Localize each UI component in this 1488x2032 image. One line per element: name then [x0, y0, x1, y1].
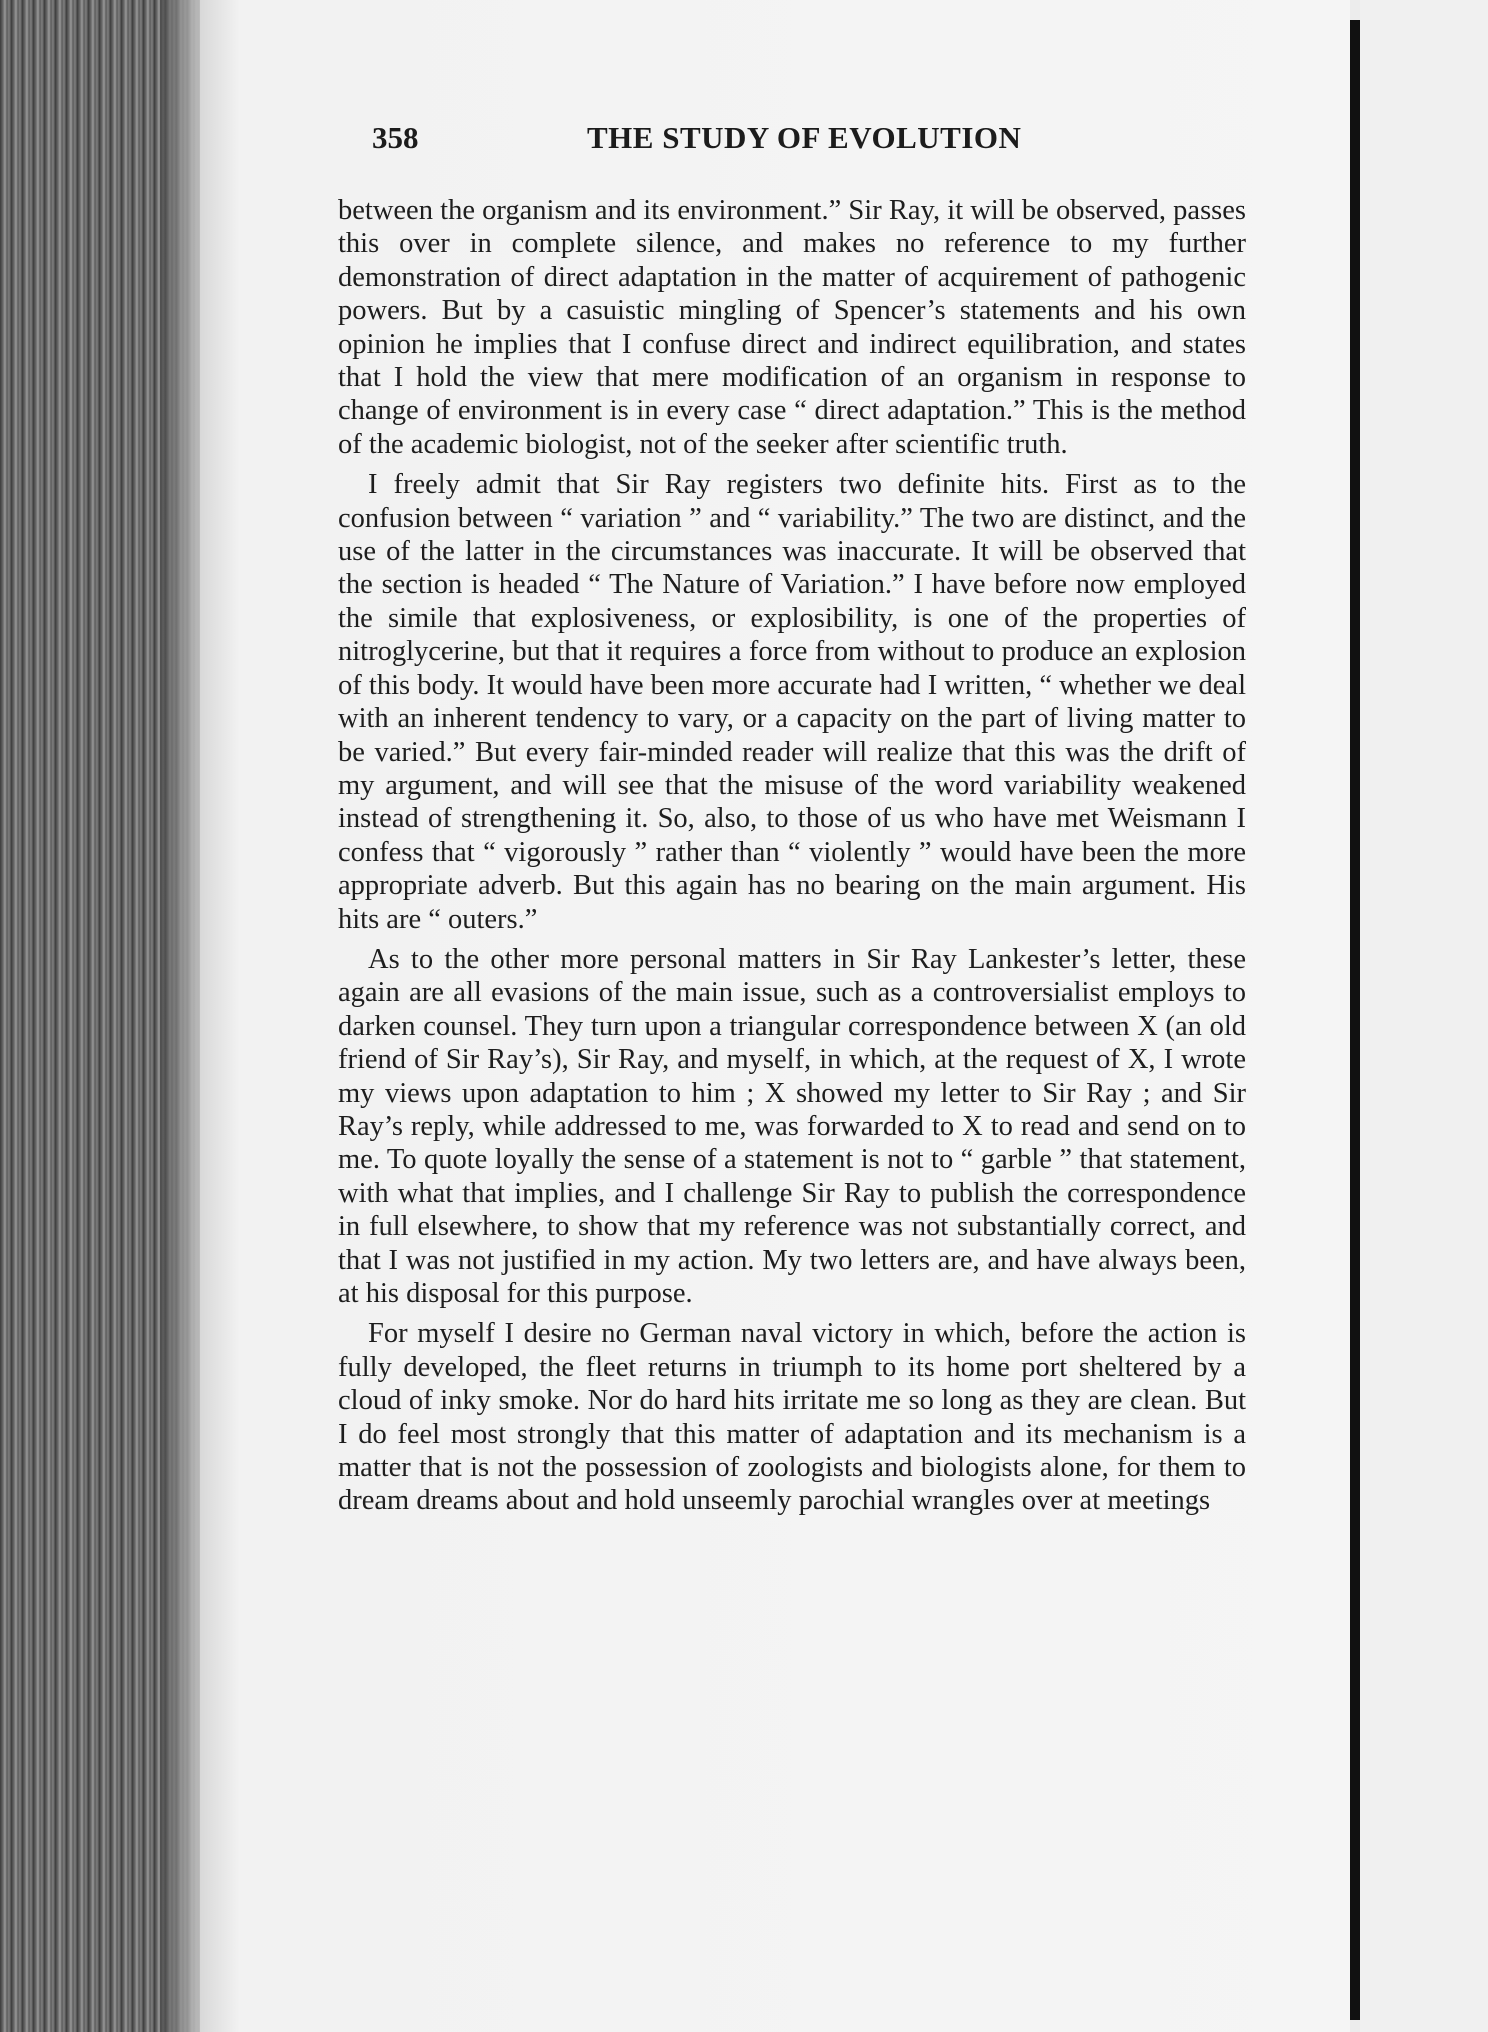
- page-header: [372, 120, 1252, 180]
- paragraph-4: For myself I desire no German naval victory in which, before the action is fully developed, the fleet returns in triumph to its home port sheltered by a cloud of inky smoke. Nor do hard hits irritate me so long as they are clean. But I do feel most strongly that this matter of adaptation and its mechanism is a matter that is not the possession of zoologists and biologists alone, for them to dream dreams about and hold unseemly parochial wrangles over at meetings: [338, 1318, 1246, 1517]
- adjacent-page-edge: [1360, 0, 1488, 2032]
- page-edges-binding: [0, 0, 200, 2032]
- paragraph-3: As to the other more personal matters in Sir Ray Lankester’s letter, these again are all evasions of the main issue, such as a controversialist employs to darken counsel. They turn upon a triangular correspondence between X (an old friend of Sir Ray’s), Sir Ray, and myself, in which, at the request of X, I wrote my views upon adaptation to him ; X showed my letter to Sir Ray ; and Sir Ray’s reply, while addressed to me, was forwarded to X to read and send on to me. To quote loyally the sense of a statement is not to “ garble ” that statement, with what that implies, and I challenge Sir Ray to publish the correspondence in full elsewhere, to show that my reference was not substantially correct, and that I was not justified in my action. My two letters are, and have always been, at his disposal for this purpose.: [338, 943, 1246, 1309]
- running-head: THE STUDY OF EVOLUTION: [587, 120, 1022, 155]
- page-number: 358: [372, 120, 419, 155]
- paragraph-2: I freely admit that Sir Ray registers two definite hits. First as to the confusion between “ variation ” and “ variability.” The two are distinct, and the use of the latter in the circumstances was inaccurate. It will be observed that the section is headed “ The Nature of Variation.” I have before now employed the simile that explosiveness, or explosibility, is one of the properties of nitroglycerine, but that it requires a force from without to produce an explosion of this body. It would have been more accurate had I written, “ whether we deal with an inherent tendency to vary, or a capacity on the part of living matter to be varied.” But every fair-minded reader will realize that this was the drift of my argument, and will see that the misuse of the word variability weakened instead of strengthening it. So, also, to those of us who have met Weismann I confess that “ vigorously ” rather than “ violently ” would have been the more appropriate adverb. But this again has no bearing on the main argument. His hits are “ outers.”: [338, 469, 1246, 935]
- body-text: [338, 194, 1246, 1518]
- paragraph-1: between the organism and its environment.” Sir Ray, it will be observed, passes this over in complete silence, and makes no reference to my further demonstration of direct adaptation in the matter of acquirement of pathogenic powers. But by a casuistic mingling of Spencer’s statements and his own opinion he implies that I confuse direct and indirect equilibration, and states that I hold the view that mere modification of an organism in response to change of environment is in every case “ direct adaptation.” This is the method of the academic biologist, not of the seeker after scientific truth.: [338, 195, 1246, 460]
- page-gutter-shadow: [1350, 20, 1360, 2020]
